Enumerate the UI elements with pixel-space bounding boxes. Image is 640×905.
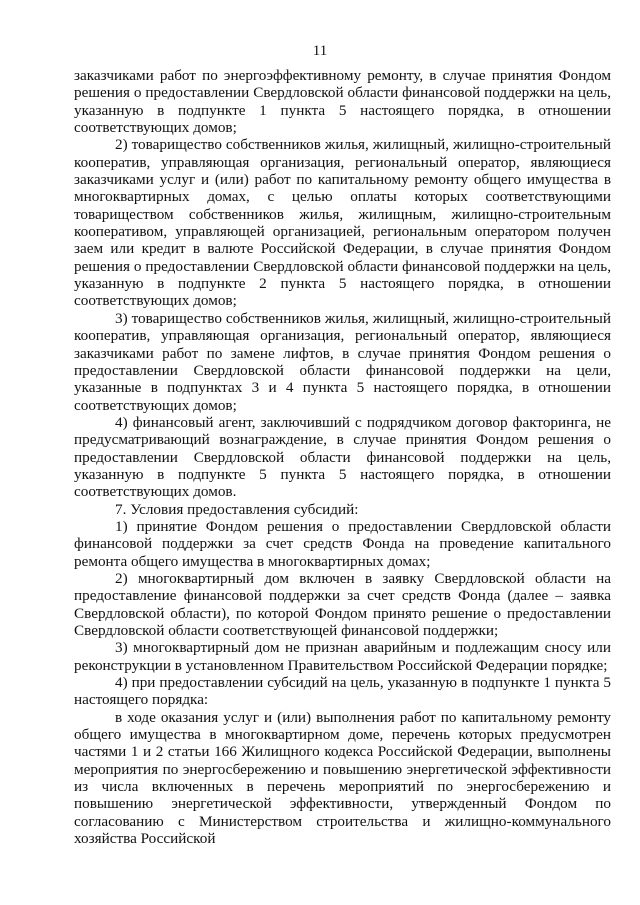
paragraph-continuation: заказчиками работ по энергоэффективному ремонту, в случае принятия Фондом решения о предоставлении Свердловской области финансовой поддержки на цель, указанную в подпункте 1 пункта 5 настоящего порядка, в отношении соответствующих домов;: [74, 67, 611, 137]
condition-item-4-detail: в ходе оказания услуг и (или) выполнения работ по капитальному ремонту общего имущества в многоквартирном доме, перечень которых предусмотрен частями 1 и 2 статьи 166 Жилищного кодекса Российской Федерации, выполнены мероприятия по энергосбережению и повышению энергетической эффективности из числа включенных в перечень мероприятий по энергосбережению и повышению энергетической эффективности, утвержденный Фондом по согласованию с Министерством строительства и жилищно-коммунального хозяйства Российской: [74, 708, 611, 848]
paragraph-item-2: 2) товарищество собственников жилья, жилищный, жилищно-строительный кооператив, управляющая организация, региональный оператор, являющиеся заказчиками услуг и (или) работ по капитальному ремонту общего имущества в многоквартирных домах, с целью оплаты которых соответствующими товариществом собственников жилья, жилищным, жилищно-строительным кооперативом, управляющей организацией, региональным оператором получен заем или кредит в валюте Российской Федерации, в случае принятия Фондом решения о предоставлении Свердловской области финансовой поддержки на цель, указанную в подпункте 2 пункта 5 настоящего порядка, в отношении соответствующих домов;: [74, 136, 611, 310]
paragraph-item-3: 3) товарищество собственников жилья, жилищный, жилищно-строительный кооператив, управляющая организация, региональный оператор, являющиеся заказчиками работ по замене лифтов, в случае принятия Фондом решения о предоставлении Свердловской области финансовой поддержки на цели, указанные в подпунктах 3 и 4 пункта 5 настоящего порядка, в отношении соответствующих домов;: [74, 309, 611, 414]
document-body: [74, 67, 611, 847]
paragraph-item-4: 4) финансовый агент, заключивший с подрядчиком договор факторинга, не предусматривающий вознаграждение, в случае принятия Фондом решения о предоставлении Свердловской области финансовой поддержки на цель, указанную в подпункте 5 пункта 5 настоящего порядка, в отношении соответствующих домов.: [74, 413, 611, 501]
condition-item-4: 4) при предоставлении субсидий на цель, указанную в подпункте 1 пункта 5 настоящего порядка:: [74, 674, 611, 709]
section-7-heading: 7. Условия предоставления субсидий:: [115, 500, 359, 518]
condition-item-3: 3) многоквартирный дом не признан аварийным и подлежащим сносу или реконструкции в установленном Правительством Российской Федерации порядке;: [74, 639, 611, 674]
condition-item-2: 2) многоквартирный дом включен в заявку Свердловской области на предоставление финансовой поддержки за счет средств Фонда (далее – заявка Свердловской области), по которой Фондом принято решение о предоставлении Свердловской области соответствующей финансовой поддержки;: [74, 569, 611, 639]
page-number: 11: [312, 43, 328, 59]
condition-item-1: 1) принятие Фондом решения о предоставлении Свердловской области финансовой поддержки за счет средств Фонда на проведение капитального ремонта общего имущества в многоквартирных домах;: [74, 517, 611, 570]
